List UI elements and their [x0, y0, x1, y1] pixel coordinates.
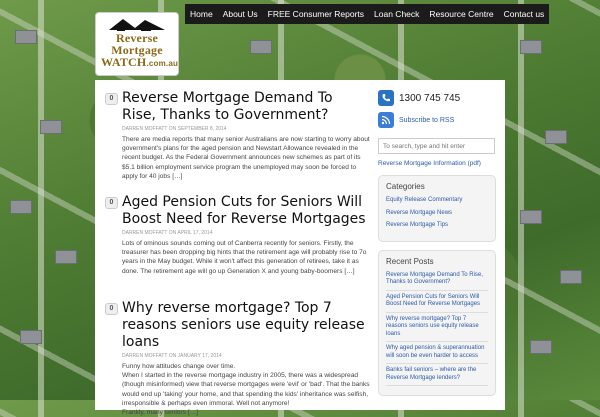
post-excerpt: Lots of ominous sounds coming out of Canberra recently for seniors. Firstly, the treasurer has been dropping big hints that the retirement age will probably rise to 7o years in the May budget. While it won't affect this generation of retirees, take it as done. The retirement age will go up Generation X and young baby-boomers […]: [122, 240, 367, 275]
post-meta: DARREN MOFFATT ON SEPTEMBER 8, 2014: [122, 126, 227, 132]
post-excerpt: There are media reports that many senior Australians are now starting to worry about government's plans for the aged pension and Newstart Allowance revealed in the recent budget. As the Federal Government announces new schemes as part of its $5.1 billion employment service program the unemployed may soon be forced to apply for 40 jobs […]: [122, 136, 370, 180]
house-roof-icon: [105, 16, 169, 32]
comment-count-badge[interactable]: 0: [105, 303, 118, 315]
subscribe-rss-link[interactable]: Subscribe to RSS: [399, 116, 455, 124]
reverse-mortgage-info-pdf-link[interactable]: Reverse Mortgage Information (pdf): [378, 160, 481, 167]
phone-number[interactable]: 1300 745 745: [399, 92, 461, 104]
sidebar: [378, 90, 496, 396]
search-input[interactable]: [378, 138, 495, 154]
background-house: [40, 120, 62, 134]
post: [105, 300, 370, 417]
categories-widget: [378, 175, 496, 242]
categories-title: Categories: [386, 182, 425, 191]
nav-about-us[interactable]: About Us: [222, 9, 258, 19]
comment-count-badge[interactable]: 0: [105, 197, 118, 209]
background-house: [545, 130, 567, 144]
background-house: [15, 30, 37, 44]
post-excerpt: Funny how attitudes change over time. When I started in the reverse mortgage industry in 2005, there was a widespread (though misinformed) view that reverse mortgages were 'evil' or 'bad'. That the banks would end up 'taking' your home, and that spending the kids' inheritance was selfish, irresponsible & perhaps even immoral. Well not anymore! Frankly, many seniors […]: [122, 363, 370, 417]
post-title[interactable]: Aged Pension Cuts for Seniors Will Boost Need for Reverse Mortgages: [122, 194, 366, 227]
logo-watch-text: WATCH: [101, 55, 147, 69]
post-title[interactable]: Reverse Mortgage Demand To Rise, Thanks to Government?: [122, 90, 333, 123]
recent-post-link[interactable]: Reverse Mortgage Demand To Rise, Thanks to Government?: [386, 272, 488, 291]
category-link[interactable]: Reverse Mortgage News: [386, 209, 453, 216]
nav-contact-us[interactable]: Contact us: [503, 9, 545, 19]
nav-loan-check[interactable]: Loan Check: [374, 9, 420, 19]
recent-post-link[interactable]: Why reverse mortgage? Top 7 reasons seniors use equity release loans: [386, 316, 488, 343]
recent-post-link[interactable]: Aged Pension Cuts for Seniors Will Boost Need for Reverse Mortgages: [386, 294, 488, 313]
phone-row: [378, 90, 496, 106]
background-house: [520, 40, 542, 54]
recent-posts-widget: [378, 250, 496, 397]
rss-icon: [378, 112, 394, 128]
rss-row: [378, 112, 496, 128]
background-house: [520, 210, 542, 224]
logo-domain-text: .com.au: [146, 59, 179, 68]
post-title[interactable]: Why reverse mortgage? Top 7 reasons seniors use equity release loans: [122, 300, 365, 350]
comment-count-badge[interactable]: 0: [105, 93, 118, 105]
recent-post-link[interactable]: Why aged pension & superannuation will soon be even harder to access: [386, 345, 488, 364]
category-link[interactable]: Reverse Mortgage Tips: [386, 222, 449, 228]
background-house: [20, 330, 42, 344]
background-house: [10, 200, 32, 214]
phone-icon: [378, 90, 394, 106]
nav-free-consumer-reports[interactable]: FREE Consumer Reports: [267, 9, 365, 19]
site-logo[interactable]: [95, 12, 179, 76]
main-nav: [185, 4, 549, 24]
recent-posts-title: Recent Posts: [386, 256, 434, 266]
post: [105, 194, 370, 276]
post: [105, 90, 370, 181]
logo-line-3: [101, 55, 179, 70]
category-link[interactable]: Equity Release Commentary: [386, 197, 463, 203]
nav-resource-centre[interactable]: Resource Centre: [429, 9, 494, 19]
background-house: [55, 250, 77, 264]
post-meta: DARREN MOFFATT ON JANUARY 17, 2014: [122, 353, 222, 359]
background-house: [560, 270, 582, 284]
logo-line-1: Reverse: [115, 31, 159, 45]
recent-post-link[interactable]: Banks fail seniors – where are the Reverse Mortgage lenders?: [386, 367, 488, 386]
nav-home[interactable]: Home: [190, 9, 213, 19]
logo-line-2: Mortgage: [111, 43, 163, 57]
background-house: [530, 340, 552, 354]
background-house: [250, 40, 272, 54]
post-meta: DARREN MOFFATT ON APRIL 17, 2014: [122, 230, 213, 236]
